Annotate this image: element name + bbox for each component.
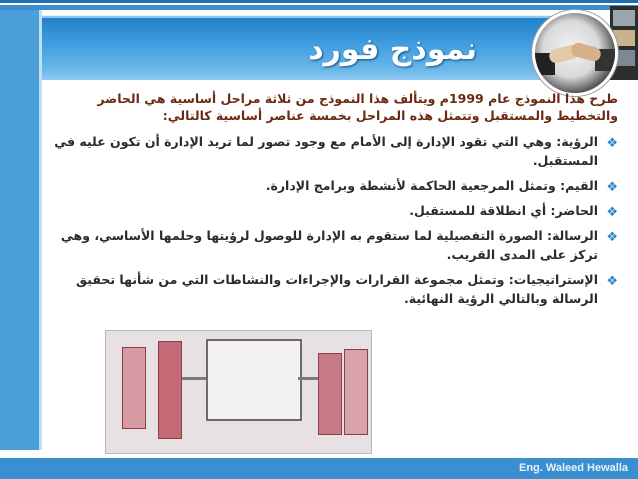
- diagram-column: [122, 347, 146, 429]
- diagram-center-box: [206, 339, 302, 421]
- diamond-bullet-icon: ❖: [606, 205, 618, 220]
- list-item-text: الرسالة: الصورة التفصيلية لما ستقوم به الإدارة للوصول لرؤيتها وحلمها الأساسي، وهي تركز على المدى القريب.: [60, 228, 598, 262]
- list-item: [48, 270, 618, 308]
- diagram-column: [318, 353, 342, 435]
- diamond-bullet-icon: ❖: [606, 180, 618, 195]
- list-item: [48, 176, 618, 195]
- diagram-arrow: [298, 377, 318, 380]
- footer-bar: [0, 458, 638, 479]
- diamond-bullet-icon: ❖: [606, 136, 618, 151]
- list-item-text: الإستراتيجيات: وتمثل مجموعة القرارات والإجراءات والنشاطات التي من شأنها تحقيق الرسالة وبالتالي الرؤية النهائية.: [75, 272, 598, 306]
- slide-title: نموذج فورد: [308, 32, 477, 67]
- list-item: [48, 132, 618, 170]
- diamond-bullet-icon: ❖: [606, 230, 618, 245]
- handshake-photo: [532, 10, 618, 96]
- diamond-bullet-icon: ❖: [606, 274, 618, 289]
- header-banner: [42, 10, 572, 80]
- header-photo: [520, 6, 638, 94]
- footer-author: Eng. Waleed Hewalla: [518, 462, 628, 474]
- list-item: [48, 201, 618, 220]
- model-diagram-photo: [105, 330, 372, 454]
- diagram-column: [344, 349, 368, 435]
- intro-paragraph: طرح هذا النموذج عام 1999م ويتألف هذا النموذج من ثلاثة مراحل أساسية هي الحاضر والتخطيط والمستقبل وتتمثل هذه المراحل بخمسة عناصر أساسية كالتالي:: [97, 91, 618, 123]
- diagram-column: [158, 341, 182, 439]
- bullet-list: [48, 132, 618, 308]
- list-item-text: الحاضر: أي انطلاقة للمستقبل.: [409, 203, 598, 218]
- list-item-text: الرؤية: وهي التي تقود الإدارة إلى الأمام مع وجود تصور لما تريد الإدارة أن تكون عليه في المستقبل.: [54, 134, 598, 168]
- slide-body: [48, 90, 618, 314]
- list-item: [48, 226, 618, 264]
- diagram-arrow: [182, 377, 206, 380]
- left-accent-bar: [0, 10, 42, 450]
- list-item-text: القيم: وتمثل المرجعية الحاكمة لأنشطة وبرامج الإدارة.: [265, 178, 598, 193]
